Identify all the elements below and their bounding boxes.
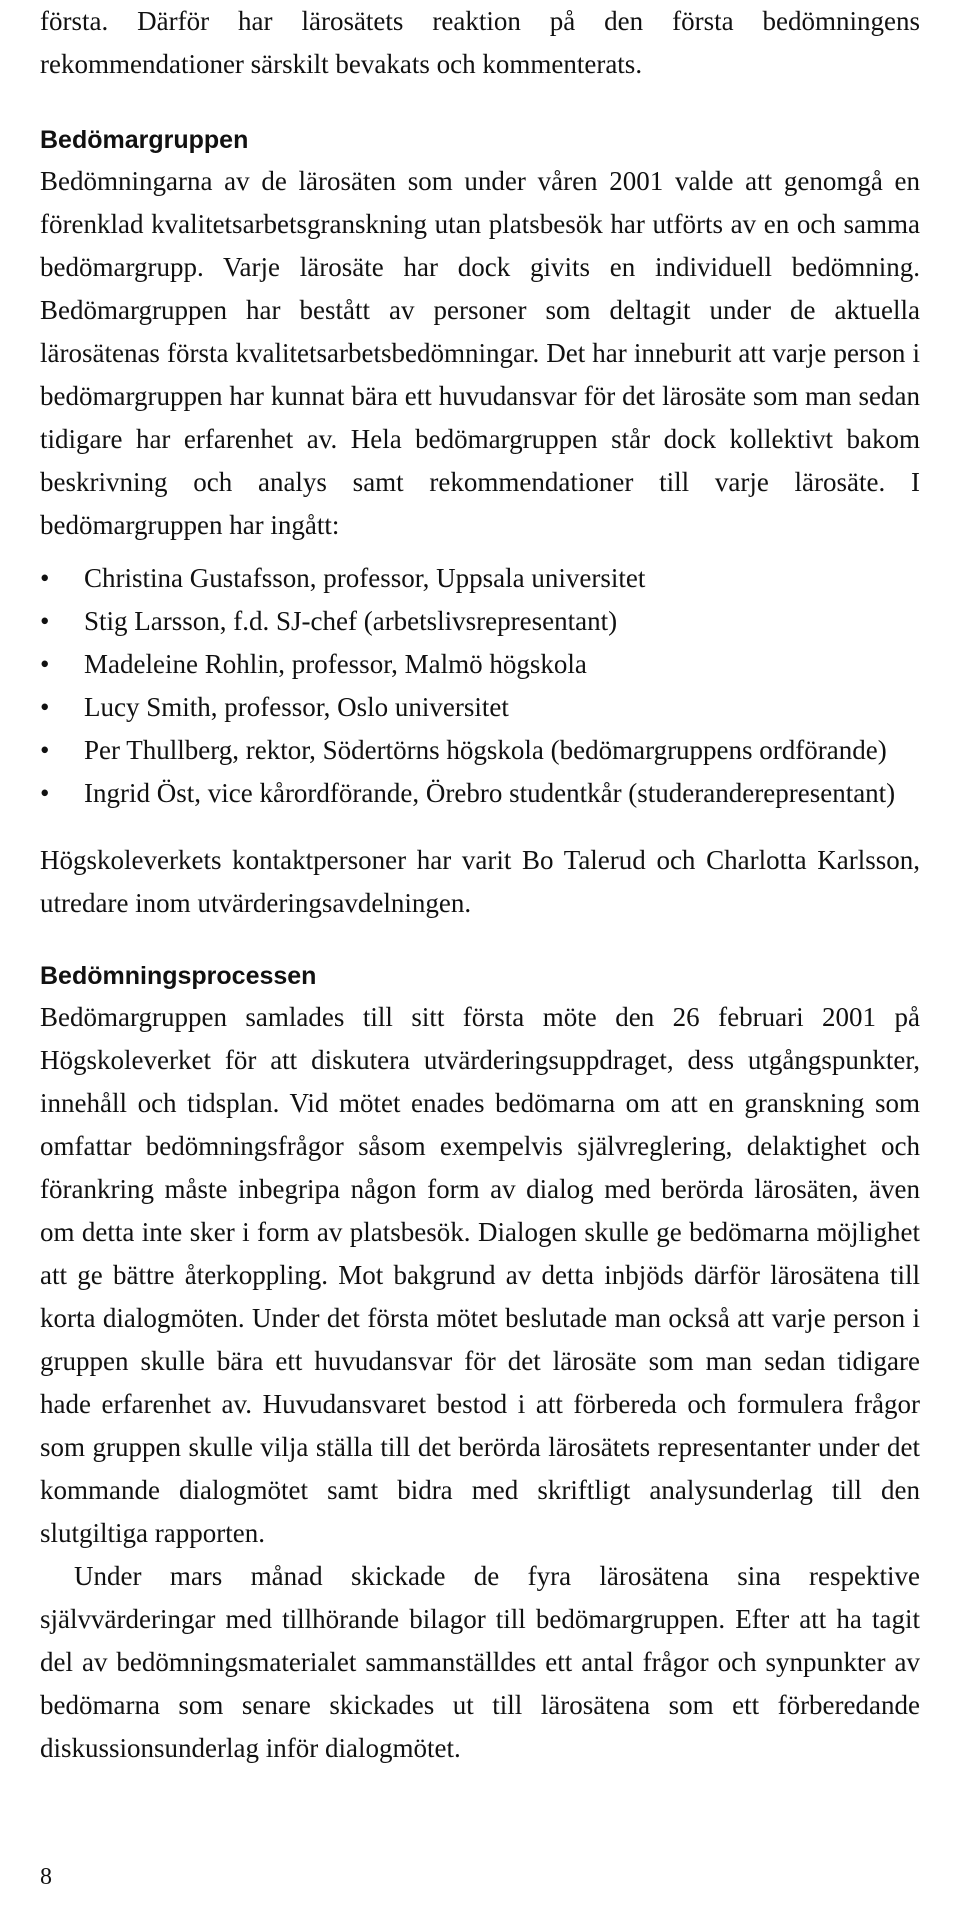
list-item bbox=[40, 729, 920, 772]
bullet-icon: • bbox=[40, 563, 50, 593]
bullet-icon: • bbox=[40, 735, 50, 765]
list-item bbox=[40, 686, 920, 729]
process-paragraph-1: Bedömargruppen samlades till sitt första möte den 26 februari 2001 på Högskoleverket för att diskutera utvärderingsuppdraget, dess utgångspunkter, innehåll och tidsplan. Vid mötet enades bedömarna om att en granskning som omfattar bedömningsfrågor såsom exempelvis självreglering, delaktighet och förankring måste inbegripa någon form av dialog med berörda lärosäten, även om detta inte sker i form av platsbesök. Dialogen skulle ge bedömarna möjlighet att ge bättre återkoppling. Mot bakgrund av detta inbjöds därför lärosätena till korta dialogmöten. Under det första mötet beslutade man också att varje person i gruppen skulle bära ett huvudansvar för det lärosäte som man sedan tidigare hade erfarenhet av. Huvudansvaret bestod i att förbereda och formulera frågor som gruppen skulle vilja ställa till det berörda lärosätets representanter under det kommande dialogmötet samt bidra med skriftligt analysunderlag till den slutgiltiga rapporten. bbox=[40, 1002, 920, 1548]
member-text: Lucy Smith, professor, Oslo universitet bbox=[84, 692, 509, 722]
member-list bbox=[40, 557, 920, 815]
contacts-paragraph: Högskoleverkets kontaktpersoner har varit Bo Talerud och Charlotta Karlsson, utredare inom utvärderingsavdelningen. bbox=[40, 845, 920, 918]
intro-paragraph: första. Därför har lärosätets reaktion på den första bedömningens rekommendationer särskilt bevakats och kommenterats. bbox=[40, 6, 920, 79]
bullet-icon: • bbox=[40, 778, 50, 808]
page-number: 8 bbox=[40, 1864, 52, 1890]
bedomargruppen-paragraph: Bedömningarna av de lärosäten som under våren 2001 valde att genomgå en förenklad kvalitetsarbetsgranskning utan platsbesök har utförts av en och samma bedömargrupp. Varje lärosäte har dock givits en individuell bedömning. Bedömargruppen har bestått av personer som deltagit under de aktuella lärosätenas första kvalitetsarbetsbedömningar. Det har inneburit att varje person i bedömargruppen har kunnat bära ett huvudansvar för det lärosäte som man sedan tidigare har erfarenhet av. Hela bedömargruppen står dock kollektivt bakom beskrivning och analys samt rekommendationer till varje lärosäte. I bedömargruppen har ingått: bbox=[40, 166, 920, 540]
member-text: Madeleine Rohlin, professor, Malmö högskola bbox=[84, 649, 587, 679]
list-item bbox=[40, 643, 920, 686]
process-paragraph-2: Under mars månad skickade de fyra lärosätena sina respektive självvärderingar med tillhörande bilagor till bedömargruppen. Efter att ha tagit del av bedömningsmaterialet sammanställdes ett antal frågor och synpunkter av bedömarna som senare skickades ut till lärosätena som ett förberedande diskussionsunderlag inför dialogmötet. bbox=[40, 1561, 920, 1763]
bullet-icon: • bbox=[40, 606, 50, 636]
list-item bbox=[40, 772, 920, 815]
member-text: Ingrid Öst, vice kårordförande, Örebro studentkår (studeranderepresentant) bbox=[84, 778, 896, 808]
section-heading-bedomargruppen: Bedömargruppen bbox=[40, 126, 249, 154]
member-text: Stig Larsson, f.d. SJ-chef (arbetslivsrepresentant) bbox=[84, 606, 618, 636]
member-text: Per Thullberg, rektor, Södertörns högskola (bedömargruppens ordförande) bbox=[84, 735, 887, 765]
bullet-icon: • bbox=[40, 649, 50, 679]
list-item bbox=[40, 600, 920, 643]
section-heading-bedomningsprocessen: Bedömningsprocessen bbox=[40, 962, 317, 990]
document-page bbox=[40, 0, 920, 1770]
member-text: Christina Gustafsson, professor, Uppsala universitet bbox=[84, 563, 646, 593]
list-item bbox=[40, 557, 920, 600]
bullet-icon: • bbox=[40, 692, 50, 722]
